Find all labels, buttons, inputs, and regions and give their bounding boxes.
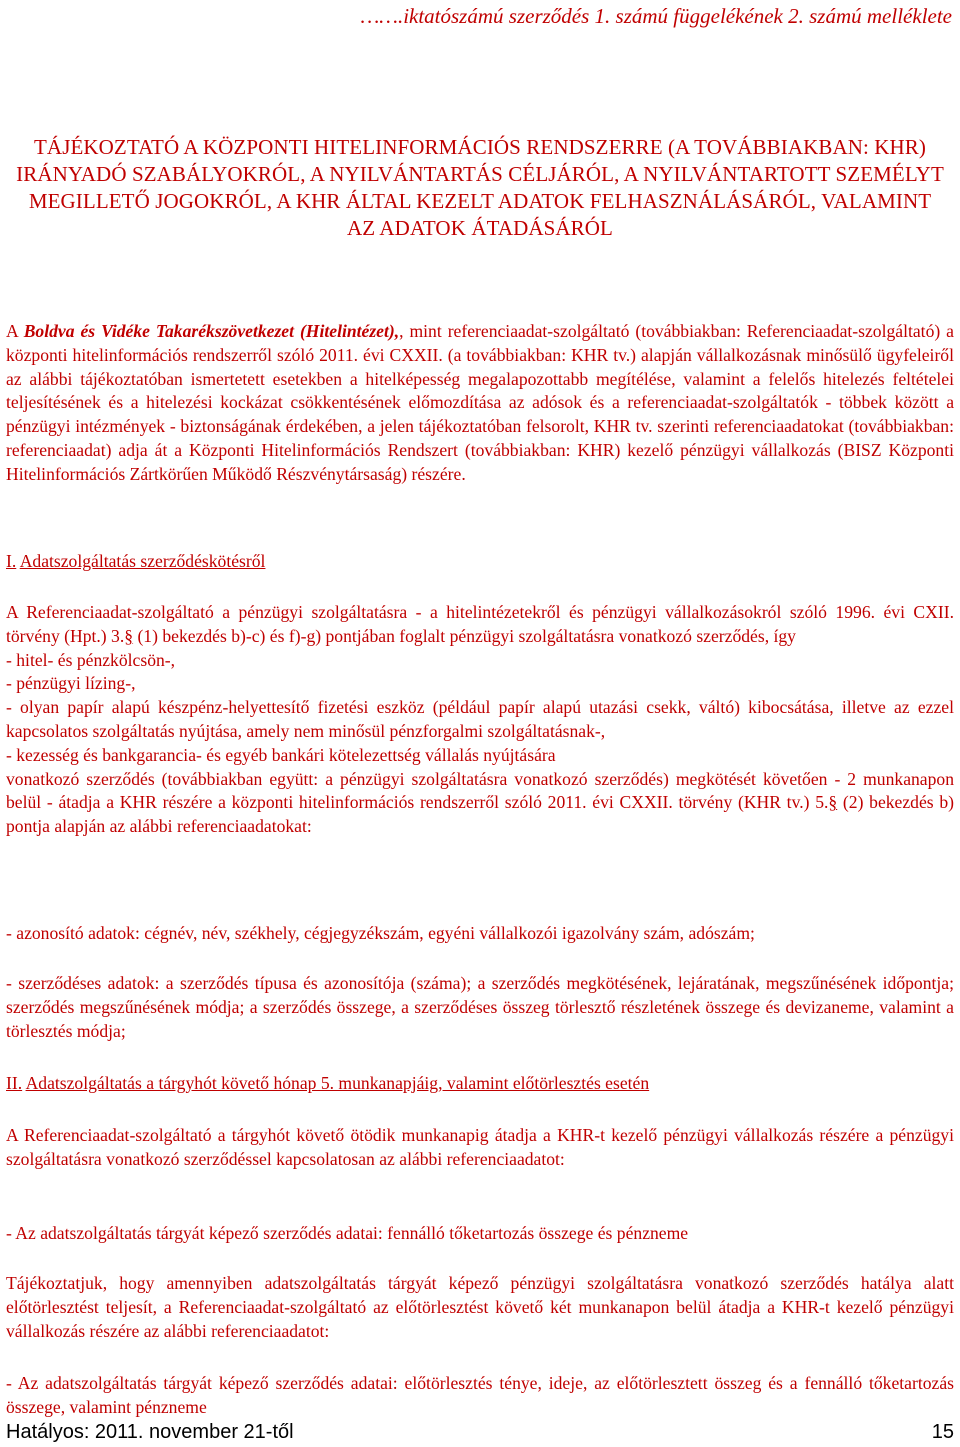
institution-name: Boldva és Vidéke Takarékszövetkezet (Hitelintézet), [23, 321, 400, 341]
list-item: - kezesség és bankgarancia- és egyéb bankári kötelezettség vállalás nyújtására [6, 744, 556, 765]
section-1-p1b: (1) bekezdés b)-c) és f)-g) pontjában foglalt pénzügyi szolgáltatásra vonatkozó szerződés, így [133, 625, 796, 646]
section-1-body [6, 601, 954, 839]
annex-header: …….iktatószámú szerződés 1. számú függelékének 2. számú melléklete [360, 4, 952, 28]
intro-prefix: A [6, 321, 24, 341]
identifier-data-item: - azonosító adatok: cégnév, név, székhely, cégjegyzékszám, egyéni vállalkozói igazolvány szám, adószám; [6, 923, 755, 943]
list-item: - pénzügyi lízing-, [6, 673, 136, 694]
list-item: - hitel- és pénzkölcsön-, [6, 649, 176, 670]
section-1-p1a: A Referenciaadat-szolgáltató a pénzügyi szolgáltatásra - a hitelintézetekről és pénzügyi vállalkozásokról szóló 1996. évi CXII. törvény (Hpt.) 3. [6, 602, 954, 646]
section-2-paragraph-2: Tájékoztatjuk, hogy amennyiben adatszolgáltatás tárgyát képező pénzügyi szolgáltatásra vonatkozó szerződés hatálya alatt előtörlesztést teljesít, a Referenciaadat-szolgáltató az előtörlesztést követő két munkanapon belül átadja a KHR-t kezelő pénzügyi vállalkozás részére az alábbi referenciaadatot: [6, 1273, 954, 1341]
section-1-number: I. [6, 551, 17, 571]
outstanding-debt-item: - Az adatszolgáltatás tárgyát képező szerződés adatai: fennálló tőketartozás összege és pénzneme [6, 1223, 689, 1243]
effective-date: Hatályos: 2011. november 21-től [6, 1421, 294, 1443]
list-item: - olyan papír alapú készpénz-helyettesítő fizetési eszköz (például papír alapú utazási csekk, váltó) kibocsátása, illetve az ezzel kapcsolatos szolgáltatás nyújtása, amely nem minősül pénzforgalmi szolgáltatásnak-, [6, 697, 954, 741]
prepayment-data-item: - Az adatszolgáltatás tárgyát képező szerződés adatai: előtörlesztés ténye, ideje, az előtörlesztett összeg és a fennálló tőketartozás összege, valamint pénzneme [6, 1373, 954, 1417]
intro-paragraph [6, 320, 954, 487]
section-sign-2: § [828, 792, 838, 813]
section-1-p2a: vonatkozó szerződés (továbbiakban együtt: a pénzügyi szolgáltatásra vonatkozó szerződés) megkötését követően - 2 munkanapon belül - átadja a KHR részére a központi hitelinformációs rendszerről szóló 2011. évi CXXII. törvény (KHR tv.) 5. [6, 768, 954, 813]
section-sign-1: § [124, 625, 134, 646]
page-number: 15 [931, 1421, 954, 1443]
section-1-heading [6, 550, 954, 574]
document-title: TÁJÉKOZTATÓ A KÖZPONTI HITELINFORMÁCIÓS RENDSZERRE (A TOVÁBBIAKBAN: KHR) IRÁNYADÓ SZABÁLYOKRÓL, A NYILVÁNTARTÁS CÉLJÁRÓL, A NYILVÁNTARTOTT SZEMÉLYT MEGILLETŐ JOGOKRÓL, A KHR ÁLTAL KEZELT ADATOK FELHASZNÁLÁSÁRÓL, VALAMINT AZ ADATOK ÁTADÁSÁRÓL [16, 135, 944, 240]
intro-text: , mint referenciaadat-szolgáltató (továbbiakban: Referenciaadat-szolgáltató) a központi hitelinformációs rendszerről szóló 2011. évi CXXII. (a továbbiakban: KHR tv.) alapján vállalkozásnak minősülő ügyfeleiről az alábbi tájékoztatóban ismertetett esetekben a hitelképesség megalapozottabb megítélése, valamint a felelős hitelezés feltételei teljesítésének és a hitelezési kockázat csökkentésének előmozdítása az adósok és a referenciaadat-szolgáltatók - többek között a pénzügyi intézmények - biztonságának érdekében, a jelen tájékoztatóban felsorolt, KHR tv. szerinti referenciaadatokat (továbbiakban: referenciaadat) adja át a Központi Hitelinformációs Rendszert (továbbiakban: KHR) kezelő pénzügyi vállalkozás (BISZ Központi Hitelinformációs Zártkörűen Működő Részvénytársaság) részére. [6, 321, 954, 484]
section-2-number: II. [6, 1073, 23, 1093]
section-1-p2b: (2) bekezdés b) pontja alapján az alábbi referenciaadatokat: [6, 792, 955, 837]
contract-data-item: - szerződéses adatok: a szerződés típusa és azonosítója (száma); a szerződés megkötésének, lejáratának, megszűnésének időpontja; szerződés megszűnésének módja; a szerződés összege, a szerződéses összeg törlesztő részletének összege és devizaneme, valamint a törlesztés módja; [6, 973, 954, 1041]
section-2-heading [6, 1072, 954, 1096]
section-1-title: Adatszolgáltatás szerződéskötésről [19, 551, 266, 571]
section-2-title: Adatszolgáltatás a tárgyhót követő hónap 5. munkanapjáig, valamint előtörlesztés esetén [25, 1073, 650, 1093]
section-2-paragraph-1: A Referenciaadat-szolgáltató a tárgyhót követő ötödik munkanapig átadja a KHR-t kezelő pénzügyi vállalkozás részére a pénzügyi szolgáltatásra vonatkozó szerződéssel kapcsolatosan az alábbi referenciaadatot: [6, 1125, 954, 1169]
